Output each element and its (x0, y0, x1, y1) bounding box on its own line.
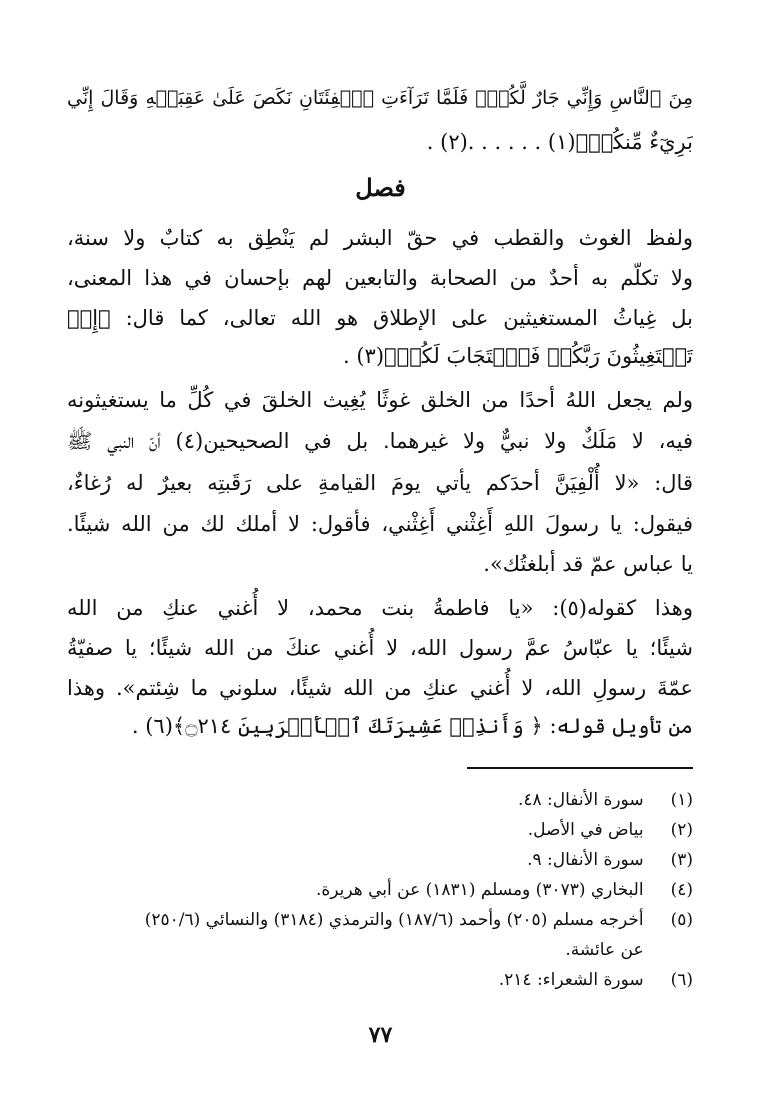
body-line: بَرِيٓءٌ مِّنكُمۡ﴾(١) . . . . . .(٢) . (426, 130, 693, 154)
body-line: وهذا كقوله(٥): «يا فاطمةُ بنت محمد، لا أُغني عنكِ من الله (67, 596, 693, 620)
body-line: ولا تكلّم به أحدٌ من الصحابة والتابعين لهم بإحسان في هذا المعنى، (67, 266, 693, 290)
body-line: قال: «لا أُلْفِيَنَّ أحدَكم يأتي يومَ القيامةِ على رَقَبتِه بعيرٌ له رُغاءٌ، (67, 471, 693, 495)
body-line: من تأويل قوله: ﴿ وَأَنذِرۡ عَشِيرَتَكَ ٱلۡأَقۡرَبِينَ ۝٢١٤﴾(٦) . (131, 714, 693, 738)
footnote-number: (٤) (670, 880, 693, 900)
body-line: فيقول: يا رسولَ اللهِ أَغِثْني أَغِثْني، فأقول: لا أملك لك من الله شيئًا. (67, 512, 693, 536)
footnote (67, 786, 693, 816)
footnote (67, 846, 693, 876)
footnote-text: سورة الأنفال: ٤٨. (517, 790, 644, 810)
body-line: بل غِياثُ المستغيثين على الإطلاق هو الله تعالى، كما قال: ﴿إِذۡ (67, 306, 693, 330)
body-line: فيه، لا مَلَكٌ ولا نبيٌّ ولا غيرهما. بل في الصحيحين(٤) أنّ النبي ﷺ (67, 429, 693, 453)
footnote (67, 876, 693, 906)
footnote (67, 816, 693, 846)
body-line: ولم يجعل اللهُ أحدًا من الخلق غوثًا يُغِيث الخلقَ في كُلِّ ما يستغيثونه (67, 388, 693, 412)
footnote (67, 966, 693, 996)
footnote-text: بياض في الأصل. (527, 820, 644, 840)
footnote-text: عن عائشة. (565, 940, 644, 960)
section-heading: فصل (355, 173, 406, 202)
footnote-text: أخرجه مسلم (٢٠٥) وأحمد (١٨٧/٦) والترمذي (٣١٨٤) والنسائي (٢٥٠/٦) (144, 910, 644, 930)
footnote-number: (٢) (670, 820, 693, 840)
footnote-number: (٥) (670, 910, 693, 930)
footnote (67, 936, 693, 966)
footnote-text: سورة الشعراء: ٢١٤. (498, 970, 644, 990)
body-line: عمّةَ رسولِ الله، لا أُغني عنكِ من الله شيئًا، سلوني ما شِئتم». وهذا (67, 676, 693, 700)
body-line: تَسۡتَغِيثُونَ رَبَّكُمۡ فَٱسۡتَجَابَ لَكُمۡ﴾(٣) . (342, 344, 693, 368)
body-line: ولفظ الغوث والقطب في حقّ البشر لم يَنْطِق به كتابٌ ولا سنة، (67, 226, 693, 250)
footnote-text: سورة الأنفال: ٩. (527, 850, 644, 870)
page-number: ٧٧ (368, 1022, 393, 1048)
footnote-number: (٦) (670, 970, 693, 990)
body-line: مِنَ ٱلنَّاسِ وَإِنِّي جَارٌ لَّكُمْۖ فَلَمَّا تَرَآءَتِ ٱلۡفِئَتَانِ نَكَصَ عَلَىٰ عَقِبَيۡهِ وَقَالَ إِنِّي (67, 87, 693, 109)
body-line: يا عباس عمّ قد أبلغتُك». (483, 552, 693, 576)
footnote-text: البخاري (٣٠٧٣) ومسلم (١٨٣١) عن أبي هريرة. (315, 880, 644, 900)
footnote-separator (467, 767, 693, 769)
footnote-number: (١) (670, 790, 693, 810)
body-line: شيئًا؛ يا عبّاسُ عمَّ رسول الله، لا أُغني عنكَ من الله شيئًا؛ يا صفيّةُ (67, 636, 693, 660)
footnote (67, 906, 693, 936)
footnote-number: (٣) (670, 850, 693, 870)
